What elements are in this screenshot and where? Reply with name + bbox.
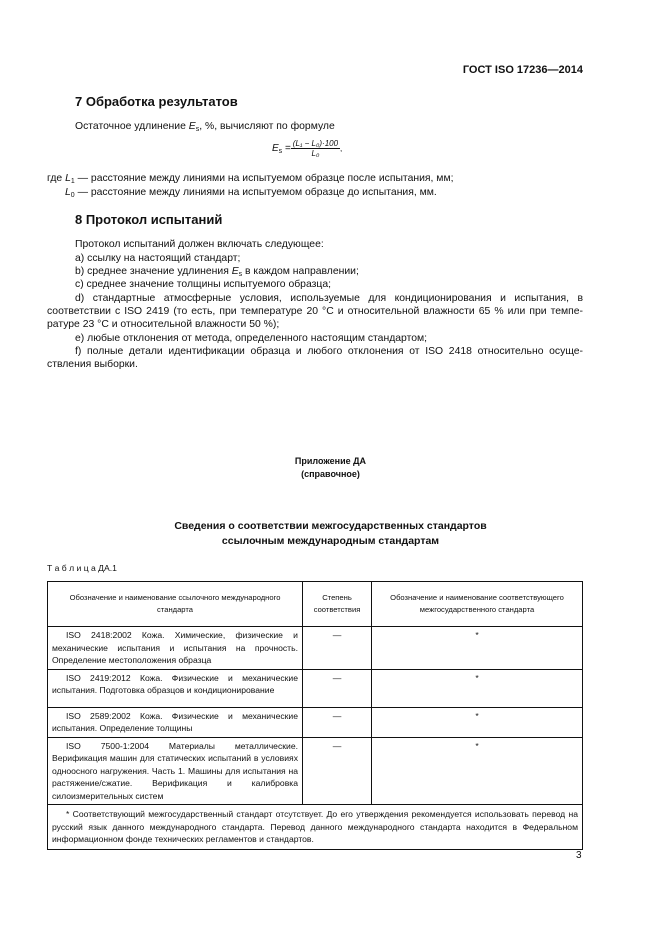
cell-reference: ISO 2589:2002 Кожа. Физические и механические испытания. Определение толщины — [48, 707, 303, 737]
where-l1: где $L_1$ — расстояние между линиями на испытуемом образце после испытания, мм; — [47, 173, 454, 185]
col-header-reference: Обозначение и наименование ссылочного международного стандарта — [48, 582, 303, 627]
cell-degree: — — [303, 669, 372, 707]
item-f-line2: ствления выборки. — [47, 359, 138, 370]
cell-reference: ISO 2418:2002 Кожа. Химические, физические и механические испытания и испытания на прочность. Определение местоположения образца — [48, 627, 303, 670]
appendix-heading-1: Сведения о соответствии межгосударственных стандартов — [174, 520, 487, 532]
cell-national: * — [372, 627, 583, 670]
table-row — [48, 737, 583, 805]
appendix-subtitle: (справочное) — [301, 469, 360, 479]
cell-national: * — [372, 669, 583, 707]
item-d-line2: соответствии с ISO 2419 (то есть, при температуре 20 °С и относительной влажности 65 % или при темпе- — [47, 306, 583, 317]
correspondence-table — [47, 581, 583, 850]
table-footnote-row — [48, 805, 583, 850]
formula-intro: Остаточное удлинение $E_s$, %, вычисляют по формуле — [75, 121, 335, 133]
cell-degree: — — [303, 707, 372, 737]
cell-degree: — — [303, 627, 372, 670]
table-row — [48, 627, 583, 670]
section-7-title: 7 Обработка результатов — [75, 94, 238, 109]
col-header-national: Обозначение и наименование соответствующего межгосударственного стандарта — [372, 582, 583, 627]
appendix-heading-2: ссылочным международным стандартам — [221, 535, 440, 547]
col-header-degree: Степень соответствия — [303, 582, 372, 627]
protocol-intro: Протокол испытаний должен включать следующее: — [75, 239, 324, 250]
item-c: c) среднее значение толщины испытуемого образца; — [75, 279, 331, 290]
cell-reference: ISO 2419:2012 Кожа. Физические и механические испытания. Подготовка образцов и кондиционирование — [48, 669, 303, 707]
item-a: a) ссылку на настоящий стандарт; — [75, 253, 241, 264]
section-8-title: 8 Протокол испытаний — [75, 212, 223, 227]
table-row — [48, 707, 583, 737]
item-d-line3: ратуре 23 °С и относительной влажности 50 %); — [47, 319, 280, 330]
cell-degree: — — [303, 737, 372, 805]
appendix-title: Приложение ДА — [294, 456, 367, 466]
table-header-row — [48, 582, 583, 627]
where-l0: $L_0$ — расстояние между линиями на испытуемом образце до испытания, мм. — [65, 187, 437, 199]
page-number: 3 — [576, 850, 582, 861]
cell-reference: ISO 7500-1:2004 Материалы металлические. Верификация машин для статических испытаний в условиях одноосного нагружения. Часть 1. Машины для испытания на растяжение/сжатие. Верификация и калибровка силоизмерительных систем — [48, 737, 303, 805]
table-label: Т а б л и ц а ДА.1 — [47, 563, 117, 573]
table-footnote: * Соответствующий межгосударственный стандарт отсутствует. До его утверждения рекомендуется использовать перевод на русский язык данного международного стандарта. Перевод данного международного стандарта находится в Федеральном информационном фонде технических регламентов и стандартов. — [48, 805, 583, 850]
item-f-line1: f) полные детали идентификации образца и любого отклонения от ISO 2418 относительно осуще- — [75, 346, 583, 357]
formula: $E_s$ = $\frac{\text{(L₁ − L₀)·100}}{\text{L₀}}$ , — [272, 139, 343, 158]
document-header: ГОСТ ISO 17236—2014 — [462, 64, 583, 76]
cell-national: * — [372, 707, 583, 737]
table-row — [48, 669, 583, 707]
item-b: b) среднее значение удлинения $E_s$ в каждом направлении; — [75, 266, 359, 278]
item-e: e) любые отклонения от метода, определенного настоящим стандартом; — [75, 333, 428, 344]
item-d-line1: d) стандартные атмосферные условия, используемые для кондиционирования и испытания, в — [75, 293, 583, 304]
cell-national: * — [372, 737, 583, 805]
